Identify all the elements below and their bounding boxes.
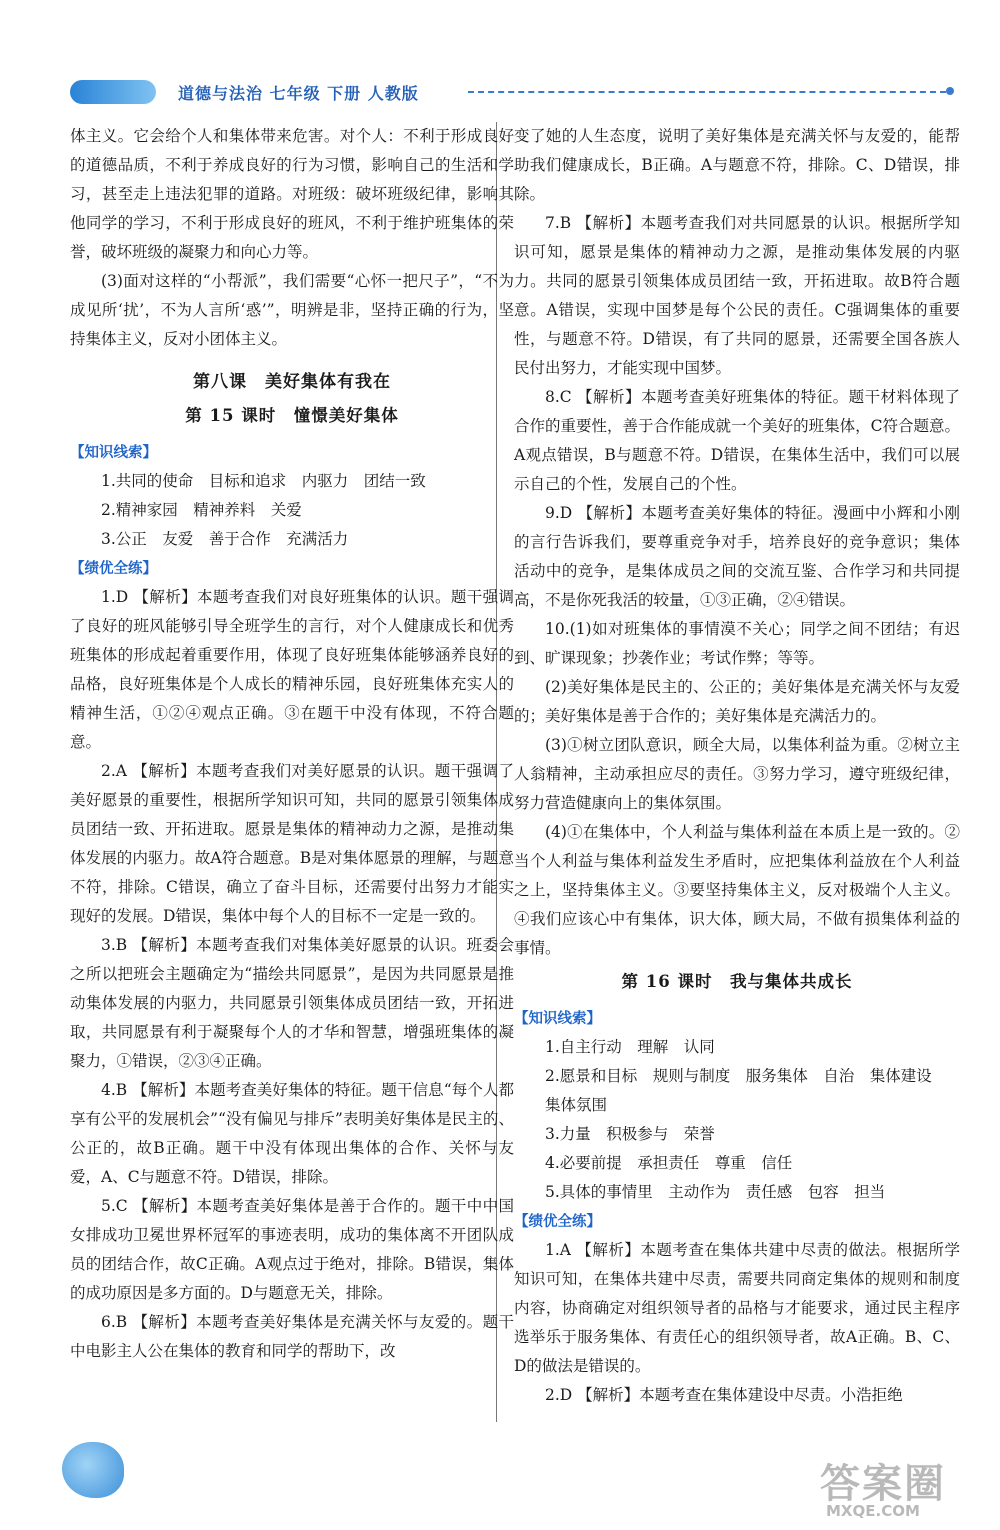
section-label-knowledge: 【知识线索】 [514,1011,601,1027]
knowledge-item: 2.愿景和目标 规则与制度 服务集体 自治 集体建设 集体氛围 [545,1067,948,1114]
paragraph: 变了她的人生态度，说明了美好集体是充满关怀与友爱的，能帮助我们健康成长，B正确。A与题意不符，排除。C、D错误，排除。 [514,127,960,203]
answer-item: 1.A 【解析】本题考查在集体共建中尽责的做法。根据所学知识可知，在集体共建中尽责，需要共同商定集体的规则和制度内容，协商确定对组织领导者的品格与才能要求，通过民主程序选举乐于服务集体、有责任心的组织领导者，故A正确。B、C、D的做法是错误的。 [514,1241,960,1375]
section-label-practice: 【绩优全练】 [70,561,157,577]
answer-item: 9.D 【解析】本题考查美好集体的特征。漫画中小辉和小刚的言行告诉我们，要尊重竞争对手，培养良好的竞争意识；集体活动中的竞争，是集体成员之间的交流互鉴、合作学习和共同提高，不是你死我活的较量，①③正确，②④错误。 [514,504,960,609]
knowledge-item: 5.具体的事情里 主动作为 责任感 包容 担当 [545,1183,886,1201]
answer-item: 4.B 【解析】本题考查美好集体的特征。题干信息“每个人都享有公平的发展机会”“没有偏见与排斥”表明美好集体是民主的、公正的，故B正确。题干中没有体现出集体的合作、关怀与友爱，A、C与题意不符。D错误，排除。 [70,1081,514,1186]
answer-item: 5.C 【解析】本题考查美好集体是善于合作的。题干中中国女排成功卫冕世界杯冠军的事迹表明，成功的集体离不开团队成员的团结合作，故C正确。A观点过于绝对，排除。B错误，集体的成功原因是多方面的。D与题意无关，排除。 [70,1197,514,1302]
answer-item: (4)①在集体中，个人利益与集体利益在本质上是一致的。②当个人利益与集体利益发生矛盾时，应把集体利益放在个人利益之上，坚持集体主义。③要坚持集体主义，反对极端个人主义。④我们应该心中有集体，识大体，顾大局，不做有损集体利益的事情。 [514,823,960,957]
knowledge-item: 3.公正 友爱 善于合作 充满活力 [101,530,349,548]
knowledge-item: 3.力量 积极参与 荣誉 [545,1125,715,1143]
answer-item: 1.D 【解析】本题考查我们对良好班集体的认识。题干强调了良好的班风能够引导全班学生的言行，对个人健康成长和优秀班集体的形成起着重要作用，体现了良好班集体能够涵养良好的品格，良好班集体是个人成长的精神乐园，良好班集体充实人的精神生活，①②④观点正确。③在题干中没有体现，不符合题意。 [70,588,514,751]
header-dashed-rule [468,91,946,93]
answer-item: 10.(1)如对班集体的事情漠不关心；同学之间不团结；有迟到、旷课现象；抄袭作业；考试作弊；等等。 [514,620,960,667]
lesson-title: 第八课 美好集体有我在 [193,372,391,392]
watermark-url-text: MXQE.COM [826,1502,920,1520]
answer-item: 6.B 【解析】本题考查美好集体是充满关怀与友爱的。题干中电影主人公在集体的教育和同学的帮助下，改 [70,1313,514,1360]
section-label-knowledge: 【知识线索】 [70,445,157,461]
right-column [514,122,960,1410]
section-label-practice: 【绩优全练】 [514,1214,601,1230]
watermark-main-text: 答案圈 [820,1461,946,1507]
answer-item: 7.B 【解析】本题考查我们对共同愿景的认识。根据所学知识可知，愿景是集体的精神动力之源，是推动集体发展的内驱力。共同的愿景引领集体成员团结一致，开拓进取。故B符合题意。A错误，实现中国梦是每个公民的责任。C强调集体的重要性，与题意不符。D错误，有了共同的愿景，还需要全国各族人民付出努力，才能实现中国梦。 [514,214,960,377]
answer-item: (3)①树立团队意识，顾全大局，以集体利益为重。②树立主人翁精神，主动承担应尽的责任。③努力学习，遵守班级纪律，努力营造健康向上的集体氛围。 [514,736,960,812]
lesson-subtitle: 第 15 课时 憧憬美好集体 [185,406,399,425]
paragraph: (3)面对这样的“小帮派”，我们需要“心怀一把尺子”，“不为成见所‘扰’，不为人言所‘惑’”，明辨是非，坚持正确的行为，坚持集体主义，反对小团体主义。 [70,272,514,348]
left-column [70,122,514,1366]
answer-item: 8.C 【解析】本题考查美好班集体的特征。题干材料体现了合作的重要性，善于合作能成就一个美好的班集体，C符合题意。A观点错误，B与题意不符。D错误，在集体生活中，我们可以展示自己的个性，发展自己的个性。 [514,388,960,493]
knowledge-item: 1.共同的使命 目标和追求 内驱力 团结一致 [101,472,426,490]
header-dot [946,87,954,95]
page-header [70,80,960,106]
answer-item: (2)美好集体是民主的、公正的；美好集体是充满关怀与友爱的；美好集体是善于合作的；美好集体是充满活力的。 [514,678,960,725]
knowledge-item: 2.精神家园 精神养料 关爱 [101,501,302,519]
answer-item: 2.A 【解析】本题考查我们对美好愿景的认识。题干强调了美好愿景的重要性，根据所学知识可知，共同的愿景引领集体成员团结一致、开拓进取。愿景是集体的精神动力之源，是推动集体发展的内驱力。故A符合题意。B是对集体愿景的理解，与题意不符，排除。C错误，确立了奋斗目标，还需要付出努力才能实现好的发展。D错误，集体中每个人的目标不一定是一致的。 [70,762,514,925]
lesson-subtitle: 第 16 课时 我与集体共成长 [621,972,853,991]
header-title: 道德与法治 七年级 下册 人教版 [178,84,419,103]
header-badge [70,80,156,104]
answer-item: 3.B 【解析】本题考查我们对集体美好愿景的认识。班委会之所以把班会主题确定为“描绘共同愿景”，是因为共同愿景是推动集体发展的内驱力，共同愿景引领集体成员团结一致，开拓进取，共同愿景有利于凝聚每个人的才华和智慧，增强班集体的凝聚力，①错误，②③④正确。 [70,936,514,1070]
answer-item: 2.D 【解析】本题考查在集体建设中尽责。小浩拒绝 [545,1386,903,1404]
page-number-badge [62,1442,124,1498]
paragraph: 体主义。它会给个人和集体带来危害。对个人：不利于形成良好的道德品质，不利于养成良好的行为习惯，影响自己的生活和学习，甚至走上违法犯罪的道路。对班级：破坏班级纪律，影响其他同学的学习，不利于形成良好的班风，不利于维护班集体的荣誉，破坏班级的凝聚力和向心力等。 [70,127,514,261]
knowledge-item: 4.必要前提 承担责任 尊重 信任 [545,1154,793,1172]
knowledge-item: 1.自主行动 理解 认同 [545,1038,715,1056]
watermark-logo [820,1452,970,1522]
